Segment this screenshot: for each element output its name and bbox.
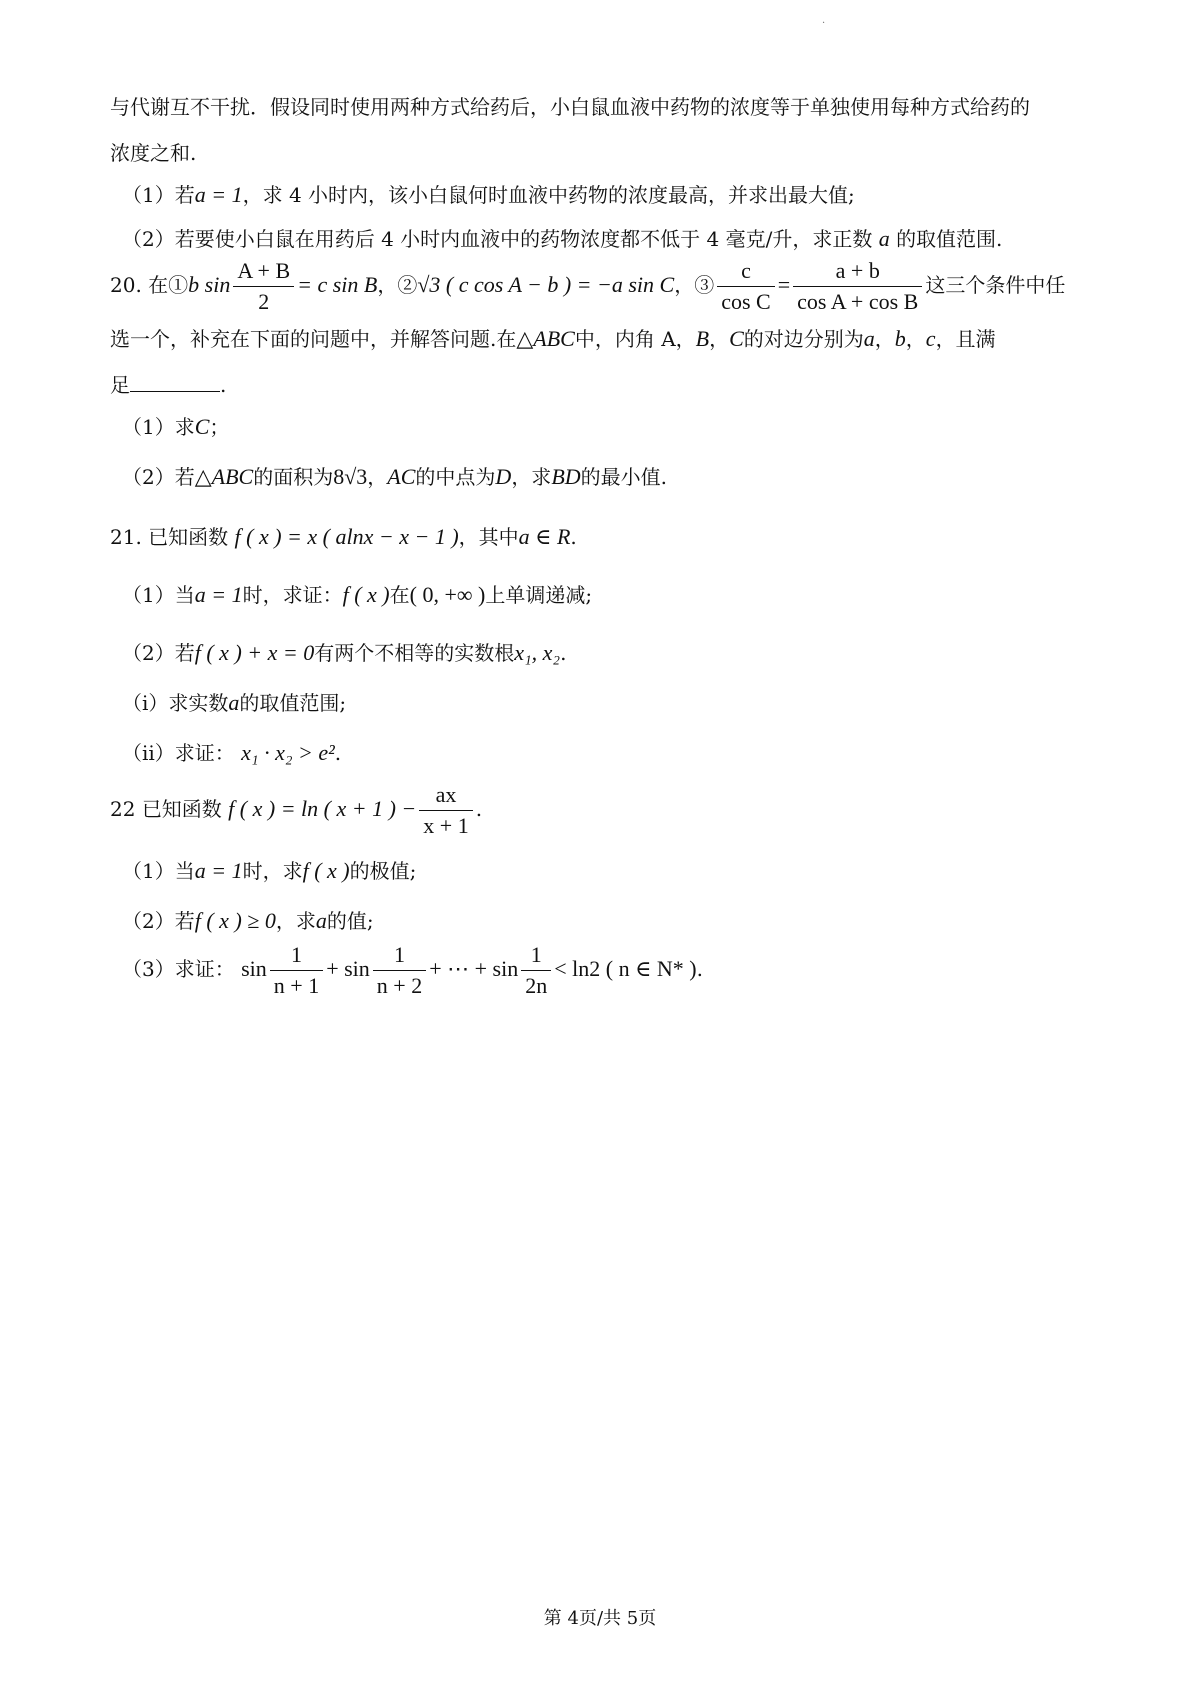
q20-part2: （2）若△ABC的面积为8√3，AC的中点为D，求BD的最小值. <box>122 464 667 489</box>
q22-part2: （2）若f ( x ) ≥ 0，求a的值; <box>122 908 374 933</box>
fraction: $\frac{ax}{x + 1}$ <box>419 780 472 841</box>
intro-line-2: 浓度之和. <box>110 141 197 165</box>
q22-part1: （1）当a = 1时，求f ( x )的极值; <box>122 858 417 883</box>
intro-line-1: 与代谢互不干扰．假设同时使用两种方式给药后，小白鼠血液中药物的浓度等于单独使用每种方式给药的 <box>110 95 1030 119</box>
fraction: $\frac{1}{n + 1}$ <box>270 940 323 1001</box>
fraction: $\frac{c}{\text{cos C}}$ <box>717 256 775 317</box>
answer-blank <box>130 373 220 392</box>
q21-part1: （1）当a = 1时，求证：f ( x )在( 0, +∞ )上单调递减; <box>122 582 593 607</box>
q21-part2: （2）若f ( x ) + x = 0有两个不相等的实数根x₁, x₂. <box>122 640 567 665</box>
q21-part2-i: （ⅰ）求实数a的取值范围; <box>122 690 347 715</box>
fraction: $\frac{1}{2n}$ <box>521 940 551 1001</box>
q20-part1: （1）求C； <box>122 414 230 439</box>
q20-line-2: 选一个，补充在下面的问题中，并解答问题.在△ABC中，内角 A，B，C的对边分别为a，b，c，且满 <box>110 326 996 351</box>
fraction: $\frac{a + b}{\text{cos A + cos B}}$ <box>793 256 922 317</box>
top-mark: · <box>822 18 826 29</box>
q19-part1: （1）若a = 1，求 4 小时内，该小白鼠何时血液中药物的浓度最高，并求出最大值; <box>122 182 855 207</box>
q19-part2: （2）若要使小白鼠在用药后 4 小时内血液中的药物浓度都不低于 4 毫克/升，求正数 a 的取值范围. <box>122 226 1003 251</box>
fraction: $\frac{A + B}{2}$ <box>233 256 294 317</box>
q22-stem: 22 已知函数 f ( x ) = ln ( x + 1 ) − $\frac{ax}{x + 1}$ . <box>110 780 482 841</box>
fraction: $\frac{1}{n + 2}$ <box>373 940 426 1001</box>
q22-part3: （3）求证： sin $\frac{1}{n + 1}$ + sin $\frac{1}{n + 2}$ + ⋯ + sin $\frac{1}{2n}$ < ln2 ( n ∈ N* ). <box>122 940 703 1001</box>
q20-line-3: 足 . <box>110 373 227 397</box>
q21-stem: 21. 已知函数 f ( x ) = x ( alnx − x − 1 )，其中a ∈ R. <box>110 524 577 549</box>
q20-stem: 20. 在①b sin $\frac{A + B}{2}$ = c sin B，②√3 ( c cos A − b ) = −a sin C，③ $\frac{c}{\text{cos C}}$ = $\frac{a + b}{\text{cos A + cos B}}$ 这三个条件中任 <box>110 256 1065 317</box>
page-footer: 第 4页/共 5页 <box>543 1608 657 1629</box>
q21-part2-ii: （ⅱ）求证： x₁ · x₂ > e². <box>122 740 342 765</box>
